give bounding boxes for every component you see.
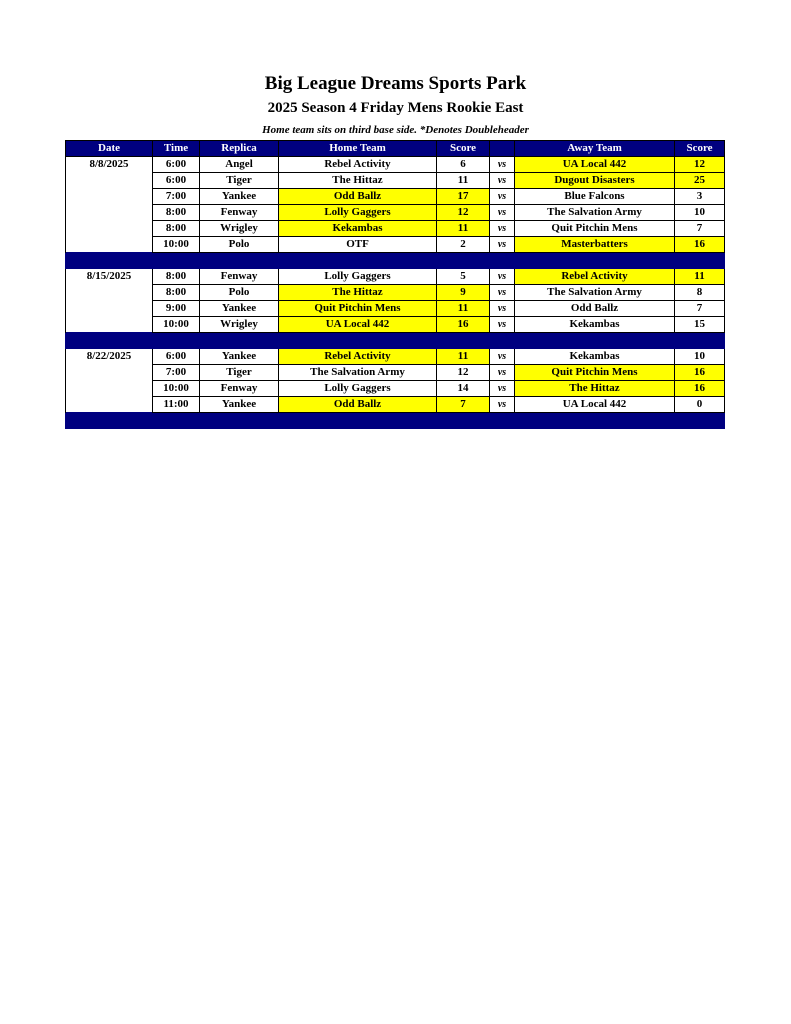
home-score-cell: 5 xyxy=(437,269,490,285)
away-team-cell: The Salvation Army xyxy=(515,205,675,221)
away-score-cell: 7 xyxy=(675,301,725,317)
away-team-cell: UA Local 442 xyxy=(515,397,675,413)
home-score-cell: 16 xyxy=(437,317,490,333)
away-score-cell: 0 xyxy=(675,397,725,413)
time-cell: 11:00 xyxy=(153,397,200,413)
date-cell xyxy=(66,397,153,413)
header-away-team: Away Team xyxy=(515,141,675,157)
header-date: Date xyxy=(66,141,153,157)
week-separator xyxy=(66,333,725,349)
time-cell: 10:00 xyxy=(153,237,200,253)
replica-cell: Yankee xyxy=(200,301,279,317)
separator-cell xyxy=(515,333,675,349)
home-team-cell: Quit Pitchin Mens xyxy=(279,301,437,317)
separator-cell xyxy=(66,333,153,349)
away-score-cell: 12 xyxy=(675,157,725,173)
away-team-cell: The Salvation Army xyxy=(515,285,675,301)
home-team-cell: Odd Ballz xyxy=(279,397,437,413)
date-cell xyxy=(66,189,153,205)
separator-cell xyxy=(279,253,437,269)
away-score-cell: 8 xyxy=(675,285,725,301)
separator-cell xyxy=(515,253,675,269)
page-subtitle: 2025 Season 4 Friday Mens Rookie East xyxy=(267,100,524,116)
time-cell: 8:00 xyxy=(153,269,200,285)
replica-cell: Fenway xyxy=(200,205,279,221)
away-score-cell: 16 xyxy=(675,237,725,253)
home-score-cell: 11 xyxy=(437,349,490,365)
header-vs xyxy=(490,141,515,157)
separator-cell xyxy=(153,333,200,349)
vs-cell: vs xyxy=(490,221,515,237)
separator-cell xyxy=(490,413,515,429)
date-cell xyxy=(66,301,153,317)
home-score-cell: 11 xyxy=(437,301,490,317)
time-cell: 6:00 xyxy=(153,349,200,365)
header-row xyxy=(66,141,725,157)
home-team-cell: Lolly Gaggers xyxy=(279,269,437,285)
replica-cell: Fenway xyxy=(200,269,279,285)
away-score-cell: 7 xyxy=(675,221,725,237)
date-cell: 8/22/2025 xyxy=(66,349,153,365)
replica-cell: Polo xyxy=(200,285,279,301)
away-score-cell: 25 xyxy=(675,173,725,189)
away-team-cell: The Hittaz xyxy=(515,381,675,397)
home-score-cell: 12 xyxy=(437,205,490,221)
separator-cell xyxy=(153,253,200,269)
home-team-cell: The Hittaz xyxy=(279,173,437,189)
home-team-cell: Rebel Activity xyxy=(279,157,437,173)
away-team-cell: Masterbatters xyxy=(515,237,675,253)
page-title: Big League Dreams Sports Park xyxy=(264,73,527,94)
replica-cell: Fenway xyxy=(200,381,279,397)
vs-cell: vs xyxy=(490,173,515,189)
date-cell xyxy=(66,237,153,253)
away-team-cell: Odd Ballz xyxy=(515,301,675,317)
vs-cell: vs xyxy=(490,301,515,317)
vs-cell: vs xyxy=(490,205,515,221)
home-team-cell: The Hittaz xyxy=(279,285,437,301)
away-team-cell: Quit Pitchin Mens xyxy=(515,221,675,237)
vs-cell: vs xyxy=(490,397,515,413)
time-cell: 6:00 xyxy=(153,157,200,173)
separator-cell xyxy=(675,413,725,429)
table-row xyxy=(66,397,725,413)
home-team-cell: The Salvation Army xyxy=(279,365,437,381)
separator-cell xyxy=(200,333,279,349)
time-cell: 8:00 xyxy=(153,221,200,237)
time-cell: 6:00 xyxy=(153,173,200,189)
week-separator xyxy=(66,413,725,429)
separator-cell xyxy=(279,413,437,429)
date-cell: 8/8/2025 xyxy=(66,157,153,173)
header-away-score: Score xyxy=(675,141,725,157)
vs-cell: vs xyxy=(490,157,515,173)
schedule-header xyxy=(66,141,725,157)
header-home-team: Home Team xyxy=(279,141,437,157)
away-score-cell: 15 xyxy=(675,317,725,333)
home-score-cell: 14 xyxy=(437,381,490,397)
vs-cell: vs xyxy=(490,381,515,397)
table-row xyxy=(66,285,725,301)
date-cell xyxy=(66,173,153,189)
table-row xyxy=(66,237,725,253)
vs-cell: vs xyxy=(490,269,515,285)
date-cell xyxy=(66,365,153,381)
table-row xyxy=(66,269,725,285)
home-score-cell: 9 xyxy=(437,285,490,301)
date-cell xyxy=(66,285,153,301)
table-row xyxy=(66,189,725,205)
time-cell: 9:00 xyxy=(153,301,200,317)
replica-cell: Yankee xyxy=(200,349,279,365)
header-home-score: Score xyxy=(437,141,490,157)
away-team-cell: Quit Pitchin Mens xyxy=(515,365,675,381)
vs-cell: vs xyxy=(490,237,515,253)
vs-cell: vs xyxy=(490,317,515,333)
home-score-cell: 12 xyxy=(437,365,490,381)
table-row xyxy=(66,157,725,173)
separator-cell xyxy=(153,413,200,429)
replica-cell: Tiger xyxy=(200,173,279,189)
vs-cell: vs xyxy=(490,365,515,381)
page-note: Home team sits on third base side. *Denotes Doubleheader xyxy=(262,124,529,136)
away-team-cell: Rebel Activity xyxy=(515,269,675,285)
date-cell xyxy=(66,221,153,237)
header-replica: Replica xyxy=(200,141,279,157)
away-score-cell: 11 xyxy=(675,269,725,285)
separator-cell xyxy=(437,253,490,269)
separator-cell xyxy=(675,253,725,269)
home-team-cell: OTF xyxy=(279,237,437,253)
table-row xyxy=(66,381,725,397)
separator-cell xyxy=(490,253,515,269)
home-team-cell: Rebel Activity xyxy=(279,349,437,365)
away-team-cell: Kekambas xyxy=(515,349,675,365)
table-row xyxy=(66,173,725,189)
vs-cell: vs xyxy=(490,285,515,301)
time-cell: 10:00 xyxy=(153,381,200,397)
date-cell: 8/15/2025 xyxy=(66,269,153,285)
separator-cell xyxy=(66,253,153,269)
time-cell: 10:00 xyxy=(153,317,200,333)
home-score-cell: 17 xyxy=(437,189,490,205)
header-time: Time xyxy=(153,141,200,157)
schedule-body xyxy=(66,157,725,429)
time-cell: 8:00 xyxy=(153,205,200,221)
time-cell: 7:00 xyxy=(153,189,200,205)
away-team-cell: Blue Falcons xyxy=(515,189,675,205)
home-score-cell: 7 xyxy=(437,397,490,413)
away-team-cell: Kekambas xyxy=(515,317,675,333)
date-cell xyxy=(66,317,153,333)
replica-cell: Wrigley xyxy=(200,221,279,237)
replica-cell: Wrigley xyxy=(200,317,279,333)
away-score-cell: 10 xyxy=(675,349,725,365)
home-score-cell: 6 xyxy=(437,157,490,173)
week-separator xyxy=(66,253,725,269)
separator-cell xyxy=(66,413,153,429)
table-row xyxy=(66,221,725,237)
home-score-cell: 11 xyxy=(437,173,490,189)
away-score-cell: 3 xyxy=(675,189,725,205)
separator-cell xyxy=(200,413,279,429)
home-score-cell: 11 xyxy=(437,221,490,237)
table-row xyxy=(66,349,725,365)
home-team-cell: Kekambas xyxy=(279,221,437,237)
table-row xyxy=(66,365,725,381)
separator-cell xyxy=(490,333,515,349)
away-team-cell: UA Local 442 xyxy=(515,157,675,173)
time-cell: 8:00 xyxy=(153,285,200,301)
schedule-table xyxy=(65,140,725,429)
table-row xyxy=(66,301,725,317)
replica-cell: Angel xyxy=(200,157,279,173)
away-team-cell: Dugout Disasters xyxy=(515,173,675,189)
time-cell: 7:00 xyxy=(153,365,200,381)
replica-cell: Tiger xyxy=(200,365,279,381)
vs-cell: vs xyxy=(490,189,515,205)
separator-cell xyxy=(200,253,279,269)
separator-cell xyxy=(437,333,490,349)
separator-cell xyxy=(675,333,725,349)
away-score-cell: 10 xyxy=(675,205,725,221)
vs-cell: vs xyxy=(490,349,515,365)
date-cell xyxy=(66,381,153,397)
home-team-cell: Lolly Gaggers xyxy=(279,381,437,397)
replica-cell: Polo xyxy=(200,237,279,253)
away-score-cell: 16 xyxy=(675,365,725,381)
away-score-cell: 16 xyxy=(675,381,725,397)
separator-cell xyxy=(437,413,490,429)
home-score-cell: 2 xyxy=(437,237,490,253)
replica-cell: Yankee xyxy=(200,189,279,205)
date-cell xyxy=(66,205,153,221)
separator-cell xyxy=(515,413,675,429)
table-row xyxy=(66,317,725,333)
replica-cell: Yankee xyxy=(200,397,279,413)
home-team-cell: Odd Ballz xyxy=(279,189,437,205)
separator-cell xyxy=(279,333,437,349)
home-team-cell: Lolly Gaggers xyxy=(279,205,437,221)
table-row xyxy=(66,205,725,221)
home-team-cell: UA Local 442 xyxy=(279,317,437,333)
